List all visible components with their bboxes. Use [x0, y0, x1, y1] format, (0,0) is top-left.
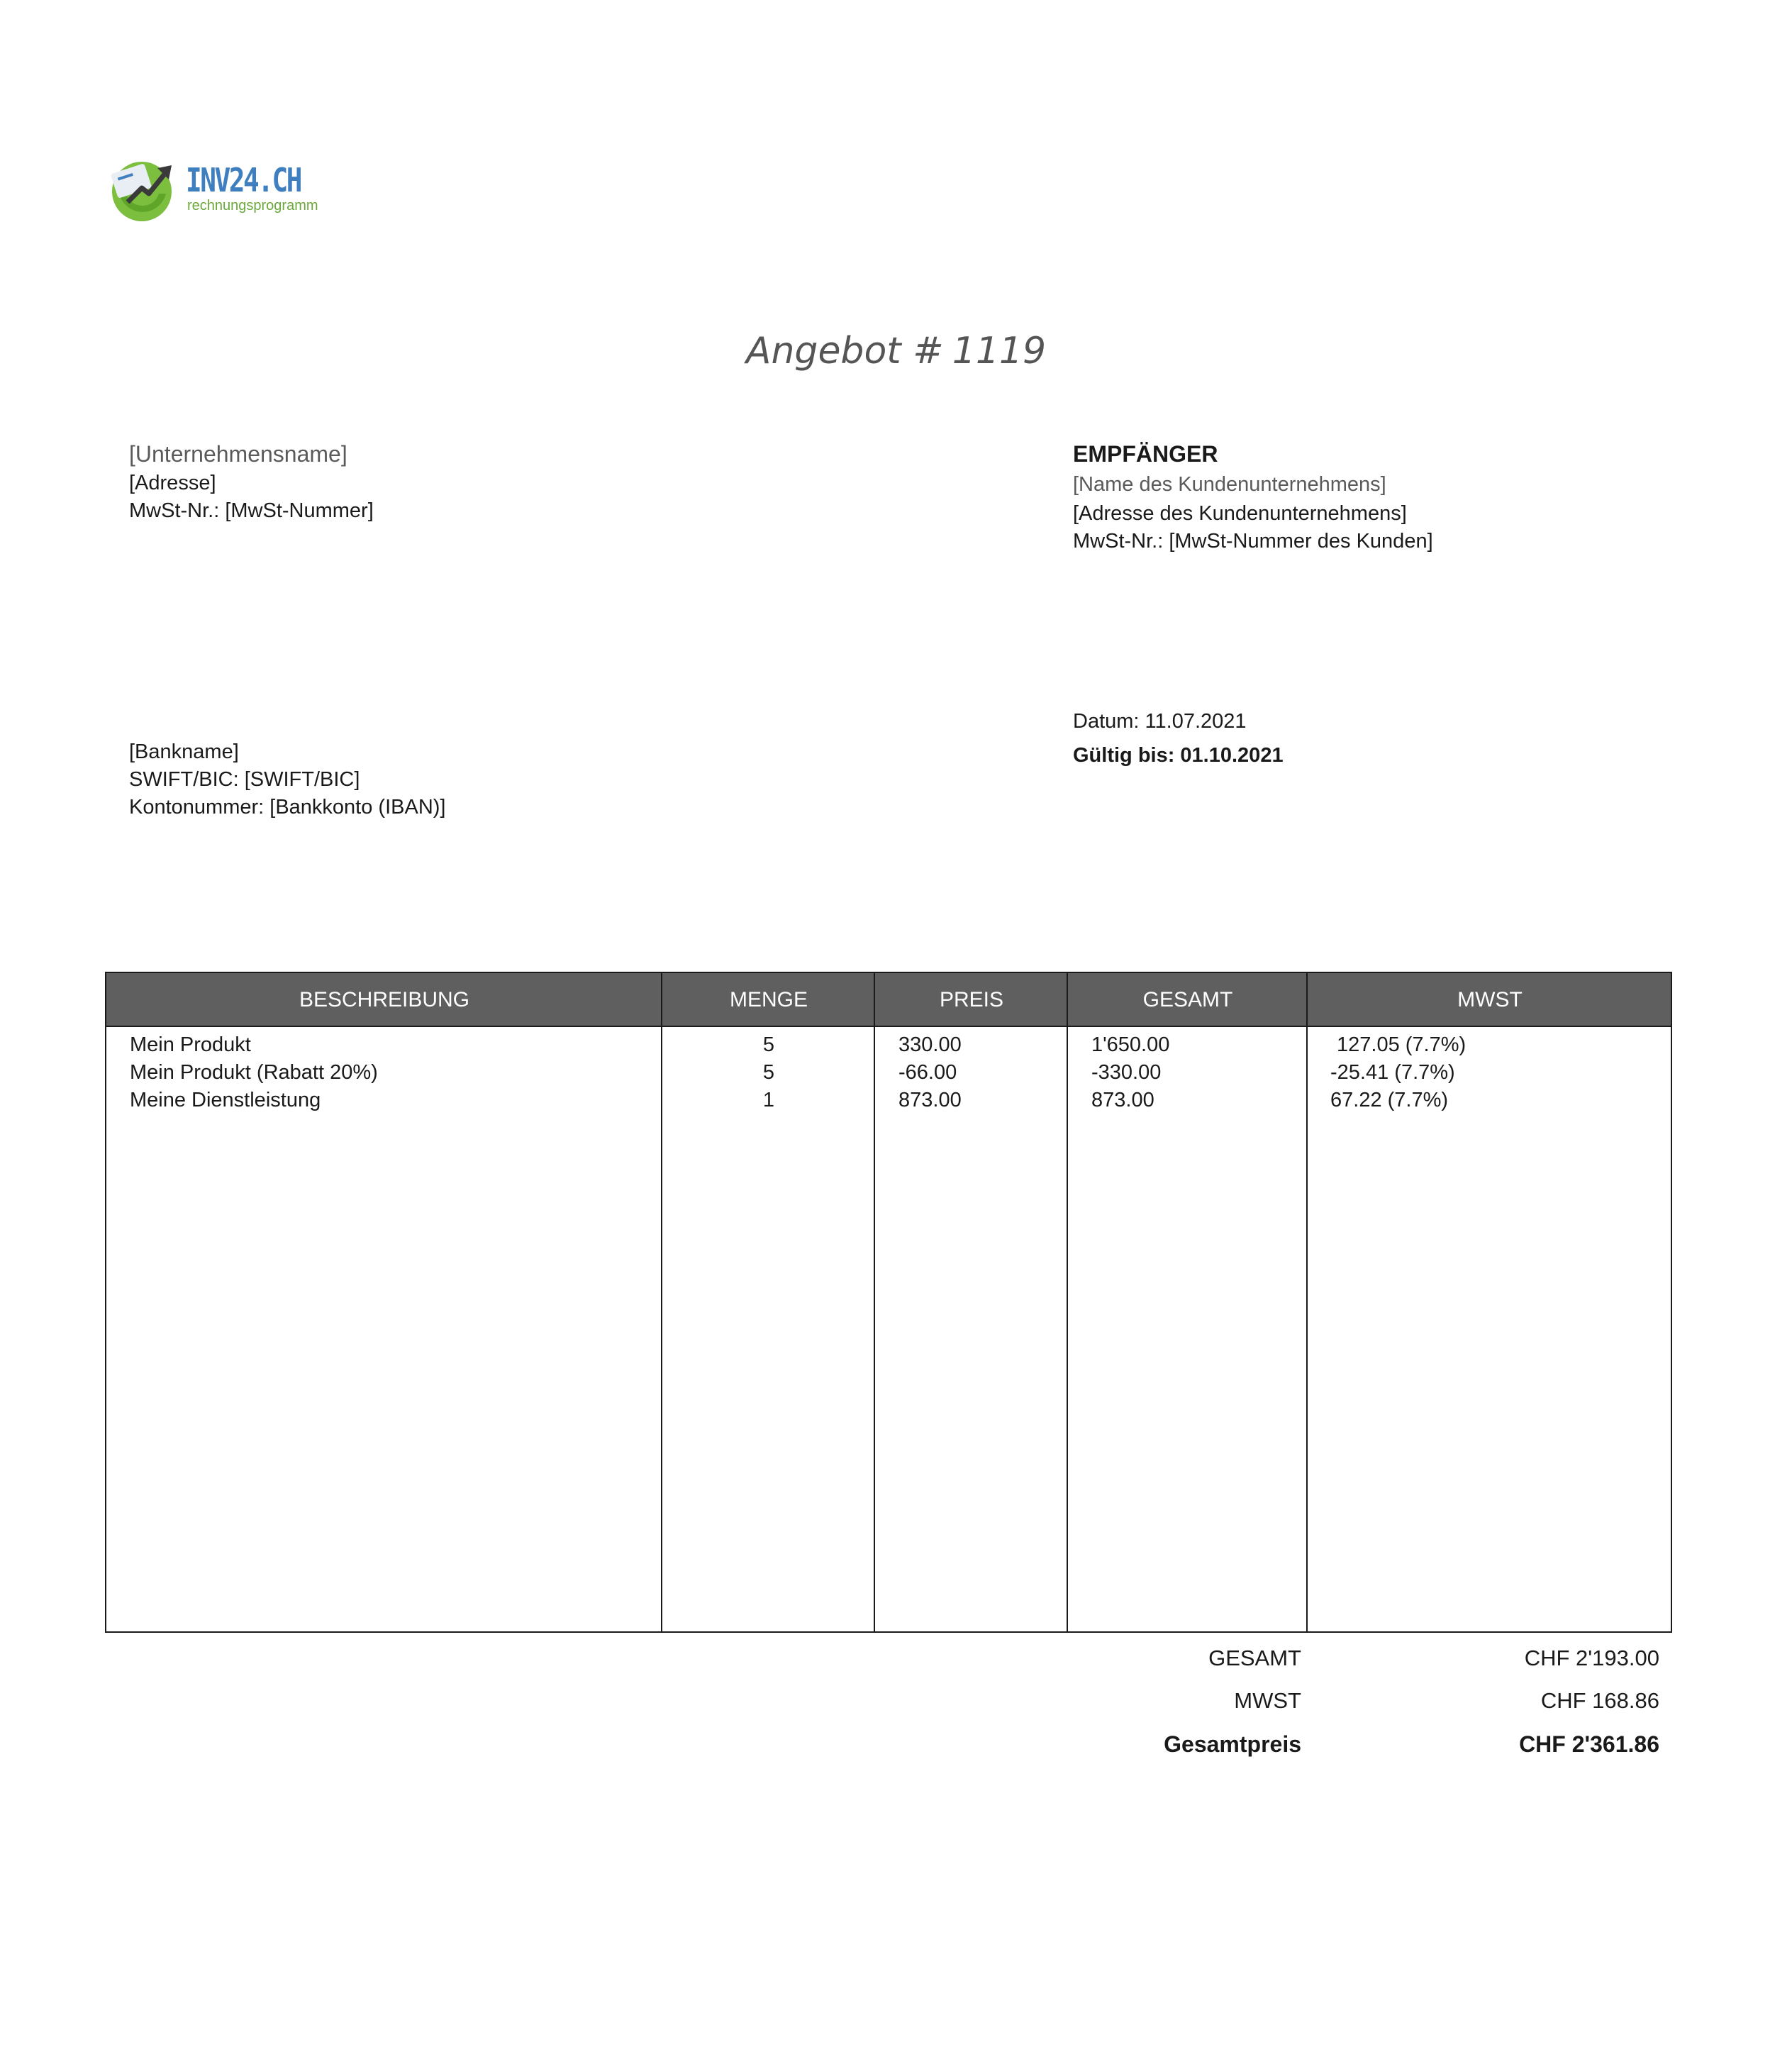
header-description: BESCHREIBUNG: [299, 988, 470, 1011]
row-total: 1'650.00: [1091, 1033, 1170, 1056]
header-price: PREIS: [939, 988, 1004, 1011]
subtotal-value: CHF 2'193.00: [1524, 1646, 1659, 1670]
logo-tagline: rechnungsprogramm: [187, 198, 318, 213]
page-title: [0, 330, 1792, 372]
recipient-address: [Adresse des Kundenunternehmens]: [1073, 502, 1407, 525]
row-vat: -25.41 (7.7%): [1330, 1061, 1455, 1084]
table-row: [106, 1087, 1671, 1114]
grand-total-label: Gesamtpreis: [1164, 1731, 1301, 1757]
valid-until: Gültig bis: 01.10.2021: [1073, 744, 1284, 767]
sender-vat: MwSt-Nr.: [MwSt-Nummer]: [129, 499, 374, 522]
company-logo: [106, 152, 319, 223]
table-header: [106, 973, 1671, 1027]
row-total: -330.00: [1091, 1061, 1162, 1084]
bank-name: [Bankname]: [129, 740, 239, 763]
sender-company: [Unternehmensname]: [129, 441, 347, 467]
arrow-chart-logo-icon: [106, 152, 177, 223]
items-table: [105, 972, 1672, 1633]
header-vat: MWST: [1457, 988, 1523, 1011]
header-total: GESAMT: [1142, 988, 1233, 1011]
logo-name: INV24.CH: [186, 161, 301, 199]
recipient-block: [1073, 438, 1433, 555]
recipient-vat: MwSt-Nr.: [MwSt-Nummer des Kunden]: [1073, 530, 1433, 553]
row-quantity: 5: [762, 1033, 775, 1056]
row-vat: 67.22 (7.7%): [1330, 1089, 1449, 1111]
dates-block: [1073, 704, 1284, 772]
row-quantity: 5: [762, 1061, 775, 1084]
bank-account: Kontonummer: [Bankkonto (IBAN)]: [129, 796, 446, 819]
vat-total-value: CHF 168.86: [1540, 1688, 1659, 1713]
row-total: 873.00: [1091, 1089, 1154, 1111]
table-row: [106, 1059, 1671, 1087]
sender-address: [Adresse]: [129, 472, 216, 494]
row-description: Mein Produkt: [130, 1033, 251, 1056]
row-description: Meine Dienstleistung: [130, 1089, 321, 1111]
quote-number: 1119: [952, 330, 1047, 372]
recipient-heading: EMPFÄNGER: [1073, 441, 1218, 467]
row-description: Mein Produkt (Rabatt 20%): [130, 1061, 378, 1084]
row-vat: 127.05 (7.7%): [1337, 1033, 1467, 1056]
quote-date: Datum: 11.07.2021: [1073, 710, 1247, 733]
row-price: 873.00: [898, 1089, 962, 1111]
subtotal-label: GESAMT: [1208, 1646, 1301, 1670]
grand-total-value: CHF 2'361.86: [1519, 1731, 1659, 1757]
recipient-company: [Name des Kundenunternehmens]: [1073, 473, 1386, 496]
header-quantity: MENGE: [729, 988, 808, 1011]
row-price: 330.00: [898, 1033, 962, 1056]
vat-total-label: MWST: [1234, 1688, 1301, 1713]
table-row: [106, 1031, 1671, 1059]
row-quantity: 1: [762, 1089, 775, 1111]
bank-block: [129, 738, 445, 821]
sender-block: [129, 438, 374, 525]
title-label: Angebot #: [745, 330, 944, 372]
row-price: -66.00: [898, 1061, 957, 1084]
bank-swift: SWIFT/BIC: [SWIFT/BIC]: [129, 768, 360, 791]
